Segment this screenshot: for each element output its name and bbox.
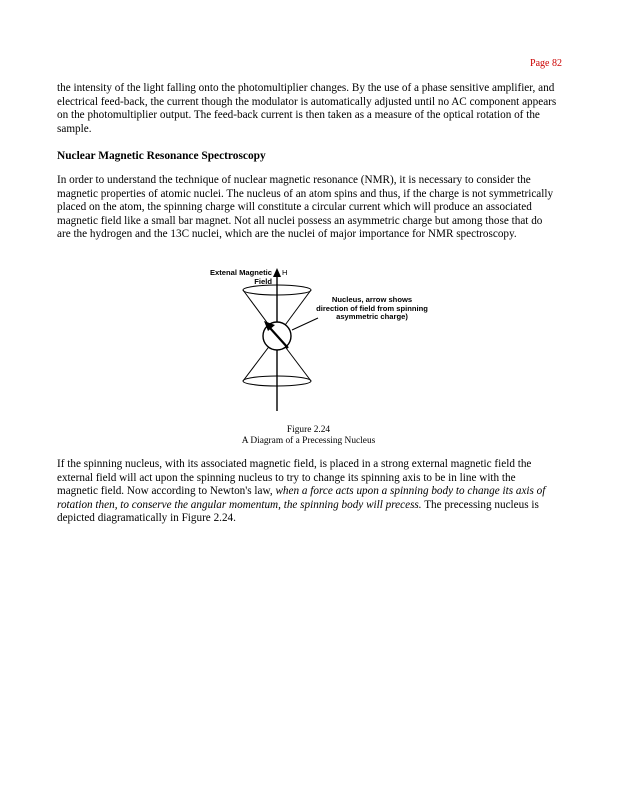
figure-caption-number: Figure 2.24 [286, 425, 331, 435]
precession-text-start: If the spinning nucleus, with its associated magnetic field, is placed in a strong external magnetic field the external field will act upon the spinning nucleus to try to change its spinning axis to be in line with the magnetic field. Now according to Newton's law, [57, 458, 532, 497]
paragraph-precession [57, 458, 557, 526]
section-heading-nmr: Nuclear Magnetic Resonance Spectroscopy [57, 150, 266, 162]
precession-diagram [180, 264, 430, 424]
figure-precessing-nucleus [180, 264, 430, 424]
figure-caption-title: A Diagram of a Precessing Nucleus [241, 436, 376, 446]
field-axis-arrowhead [273, 268, 281, 277]
h-field-symbol: H [282, 268, 288, 277]
label-pointer-line [292, 318, 318, 330]
field-label: Extenal Magnetic Field [209, 268, 272, 286]
paragraph-nmr-intro: In order to understand the technique of nuclear magnetic resonance (NMR), it is necessary to consider the magnetic properties of atomic nuclei. The nucleus of an atom spins and thus, if the charge is not symmetrically placed on the atom, the spinning charge will constitute a circular current which will produce an associated magnetic field like a small bar magnet. Not all nuclei possess an asymmetric charge but among those that do are the hydrogen and the 13C nuclei, which are the nuclei of major importance for NMR spectroscopy. [57, 174, 554, 240]
precession-italic-law: when a force acts upon a spinning body to change its axis of rotation then, to conserve the angular momentum, the spinning body will precess. [57, 485, 546, 511]
precession-text-end: The precessing nucleus is depicted diagramatically in Figure 2.24. [57, 498, 539, 524]
nucleus-label: Nucleus, arrow shows direction of field from spinning asymmetric charge) [316, 295, 428, 322]
paragraph-optical-rotation: the intensity of the light falling onto the photomultiplier changes. By the use of a phase sensitive amplifier, and electrical feed-back, the current though the modulator is automatically adjusted until no AC component appears on the photomultiplier output. The feed-back current is then taken as a measure of the optical rotation of the sample. [57, 82, 557, 135]
page-number: Page 82 [530, 58, 562, 69]
